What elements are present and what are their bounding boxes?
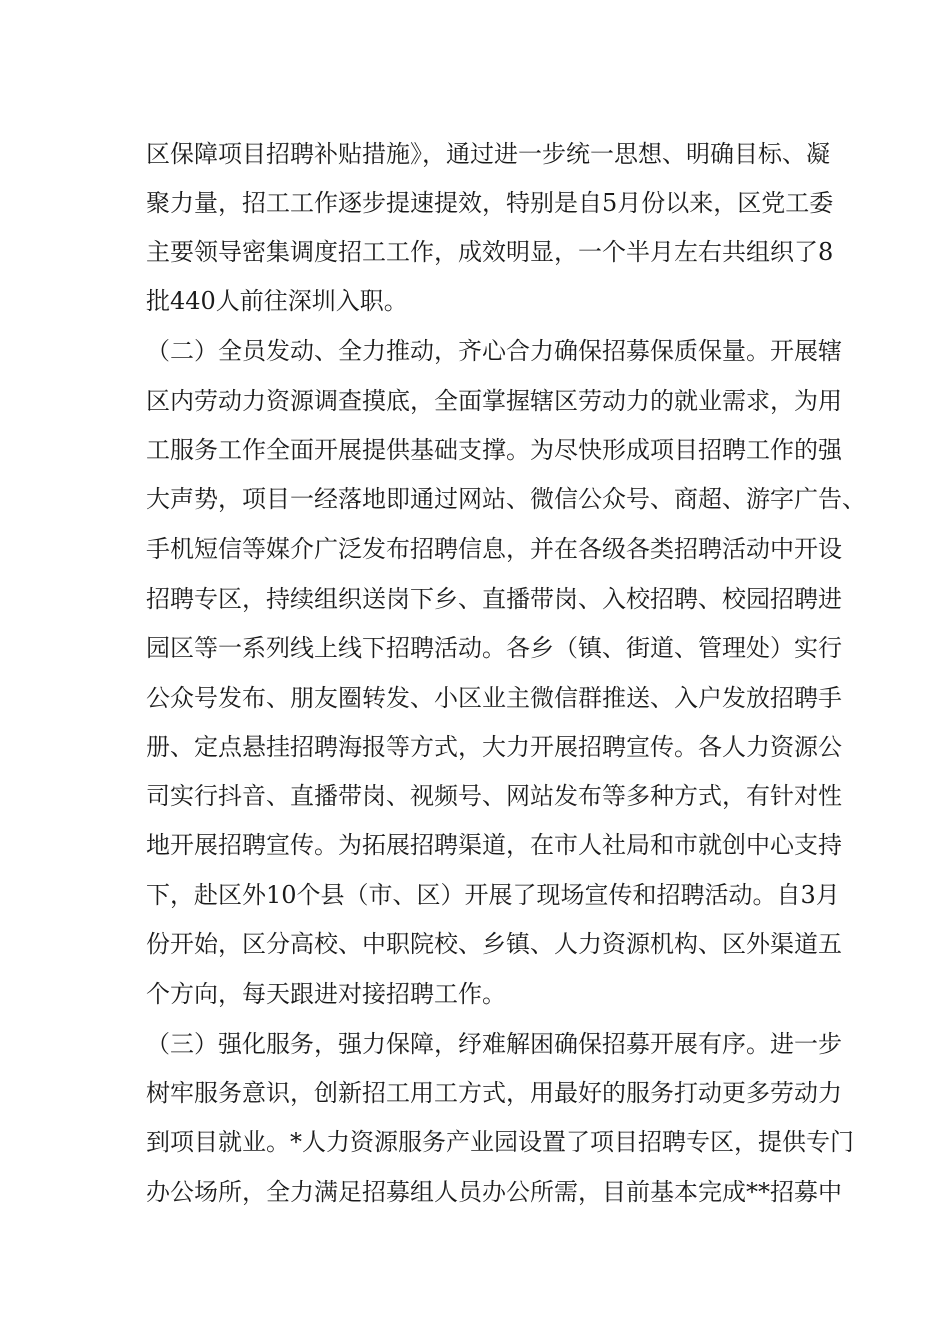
text-line: 区保障项目招聘补贴措施》，通过进一步统一思想、明确目标、凝 — [146, 140, 830, 168]
text-line: 区内劳动力资源调查摸底，全面掌握辖区劳动力的就业需求，为用 — [146, 387, 842, 415]
section-heading-line: （三）强化服务，强力保障，纾难解困确保招募开展有序。进一步 — [146, 1030, 842, 1058]
text-line: 地开展招聘宣传。为拓展招聘渠道，在市人社局和市就创中心支持 — [146, 831, 842, 859]
section-heading-line: （二）全员发动、全力推动，齐心合力确保招募保质保量。开展辖 — [146, 337, 842, 365]
text-line: 树牢服务意识，创新招工用工方式，用最好的服务打动更多劳动力 — [146, 1079, 842, 1107]
text-line: 下，赴区外10个县（市、区）开展了现场宣传和招聘活动。自3月 — [146, 881, 840, 909]
text-line: 聚力量，招工工作逐步提速提效，特别是自5月份以来，区党工委 — [146, 189, 834, 217]
text-line: 个方向，每天跟进对接招聘工作。 — [146, 980, 506, 1008]
text-line: 手机短信等媒介广泛发布招聘信息，并在各级各类招聘活动中开设 — [146, 535, 842, 563]
text-line: 主要领导密集调度招工工作，成效明显，一个半月左右共组织了8 — [146, 238, 834, 266]
text-line: 册、定点悬挂招聘海报等方式，大力开展招聘宣传。各人力资源公 — [146, 733, 842, 761]
text-line: 工服务工作全面开展提供基础支撑。为尽快形成项目招聘工作的强 — [146, 436, 842, 464]
text-line: 园区等一系列线上线下招聘活动。各乡（镇、街道、管理处）实行 — [146, 634, 842, 662]
text-line: 批440人前往深圳入职。 — [146, 287, 408, 315]
text-line: 公众号发布、朋友圈转发、小区业主微信群推送、入户发放招聘手 — [146, 684, 842, 712]
text-line: 司实行抖音、直播带岗、视频号、网站发布等多种方式，有针对性 — [146, 782, 842, 810]
text-line: 招聘专区，持续组织送岗下乡、直播带岗、入校招聘、校园招聘进 — [146, 585, 842, 613]
text-line: 份开始，区分高校、中职院校、乡镇、人力资源机构、区外渠道五 — [146, 930, 842, 958]
text-line: 办公场所，全力满足招募组人员办公所需，目前基本完成**招募中 — [146, 1178, 842, 1206]
text-line: 到项目就业。*人力资源服务产业园设置了项目招聘专区，提供专门 — [146, 1128, 854, 1156]
text-line: 大声势，项目一经落地即通过网站、微信公众号、商超、游字广告、 — [146, 485, 866, 513]
